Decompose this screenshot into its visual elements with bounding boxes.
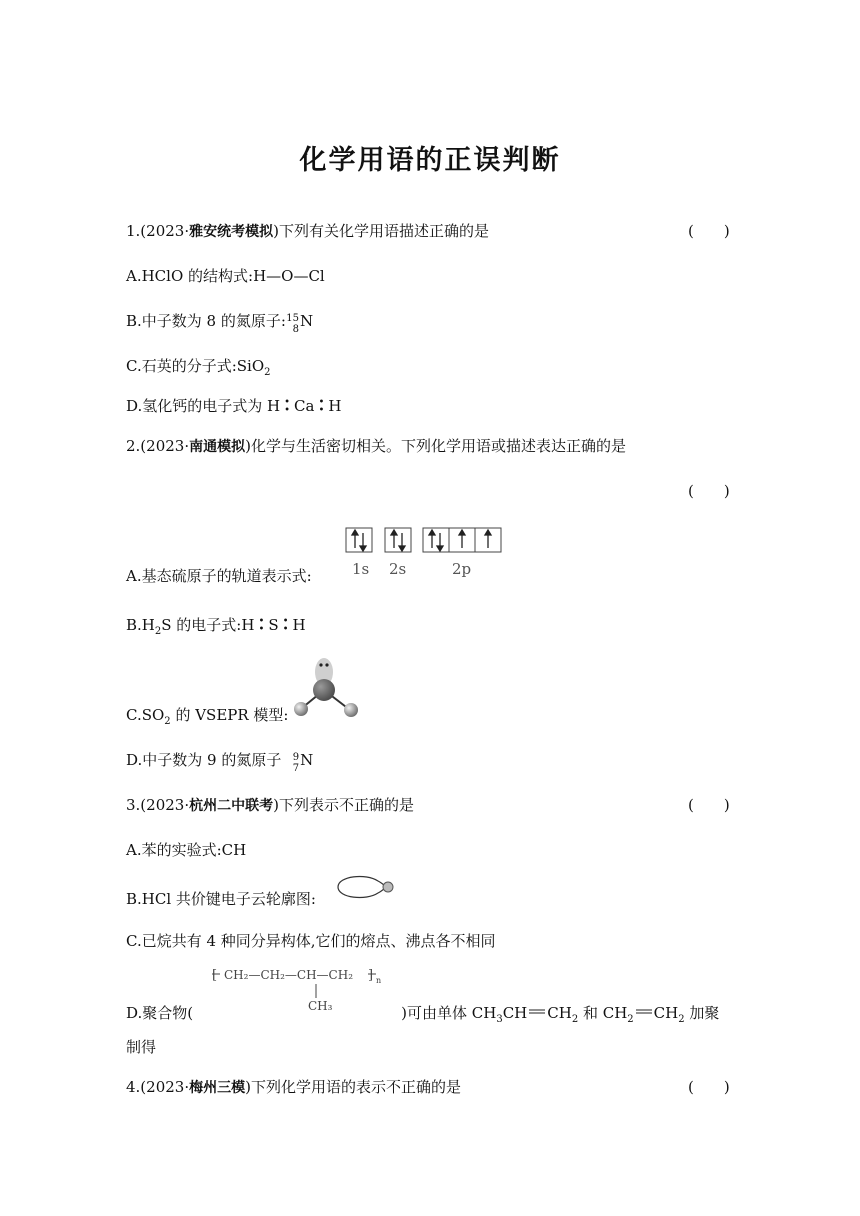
option-text: S 的电子式:H — [161, 616, 255, 634]
element-symbol: N — [299, 312, 314, 330]
question-text: )下列有关化学用语描述正确的是 — [273, 222, 489, 240]
option-text: )可由单体 CH — [401, 1004, 497, 1022]
subscript: 2 — [627, 1014, 634, 1025]
page-title: 化学用语的正误判断 — [299, 145, 561, 176]
answer-bracket: ( ) — [688, 796, 730, 814]
electron-pair-icon: • • — [284, 397, 291, 416]
option-text: D.聚合物( — [126, 1004, 194, 1022]
answer-bracket: ( ) — [688, 482, 730, 500]
subscript: 3 — [496, 1014, 503, 1025]
option-text: D.氢化钙的电子式为 H — [126, 397, 281, 415]
atomic-number: 7 — [292, 763, 300, 774]
question-number: 1.(2023· — [126, 222, 190, 240]
option-text: 的 VSEPR 模型: — [170, 706, 289, 724]
question-4-stem — [126, 1077, 461, 1098]
question-3-stem — [126, 795, 414, 816]
polymer-main-chain: CH₂—CH₂—CH—CH₂ — [224, 968, 354, 982]
orbital-label: 1s — [352, 560, 370, 578]
atomic-number: 8 — [292, 324, 299, 335]
orbital-label: 2s — [389, 560, 407, 578]
mass-number: 9 — [292, 752, 300, 763]
polymer-branch: CH₃ — [308, 999, 333, 1013]
question-2-stem — [126, 436, 626, 457]
nuclide-notation — [286, 750, 300, 774]
q3-option-d-continued: 制得 — [126, 1038, 157, 1056]
answer-bracket: ( ) — [688, 222, 730, 240]
nuclide-notation — [286, 311, 300, 335]
q1-option-d — [126, 396, 341, 416]
q1-option-a: A.HClO 的结构式:H—O—Cl — [126, 267, 325, 285]
double-bond-icon — [634, 1003, 654, 1023]
question-number: 2.(2023· — [126, 437, 190, 455]
option-text: C.石英的分子式:SiO — [126, 357, 265, 375]
option-text: B.中子数为 8 的氮原子: — [126, 312, 286, 330]
subscript: 2 — [164, 716, 171, 727]
question-source: 杭州二中联考 — [189, 798, 274, 814]
subscript: 2 — [571, 1014, 579, 1025]
element-symbol: H — [328, 397, 342, 415]
orbital-label: 2p — [452, 560, 472, 578]
element-symbol: S — [268, 616, 279, 634]
question-text: )化学与生活密切相关。下列化学用语或描述表达正确的是 — [245, 437, 626, 455]
electron-pair-icon: • • — [258, 616, 265, 635]
option-text: 加聚 — [684, 1004, 720, 1022]
polymer-n: n — [376, 976, 382, 985]
question-source: 梅州三模 — [189, 1080, 246, 1096]
q2-option-d — [126, 750, 314, 774]
vsepr-model-image — [290, 652, 370, 724]
q3-option-b: B.HCl 共价键电子云轮廓图: — [126, 890, 316, 908]
option-text: D.中子数为 9 的氮原子 — [126, 751, 287, 769]
question-text: )下列化学用语的表示不正确的是 — [245, 1078, 461, 1096]
electron-cloud-icon — [334, 872, 396, 904]
q2-option-c — [126, 705, 288, 732]
option-text: CH — [653, 1004, 679, 1022]
q1-option-c — [126, 356, 271, 383]
question-source: 雅安统考模拟 — [189, 224, 274, 240]
double-bond-icon — [527, 1003, 547, 1023]
subscript: 2 — [154, 626, 162, 637]
svg-text:]: ] — [368, 968, 374, 983]
q2-option-b — [126, 615, 306, 642]
svg-text:[: [ — [212, 968, 218, 983]
option-text: CH — [547, 1004, 572, 1022]
electron-pair-icon: • • — [318, 397, 325, 416]
option-text: C.SO — [126, 706, 165, 724]
option-text: B.H — [126, 616, 155, 634]
option-text: CH — [502, 1004, 528, 1022]
question-number: 4.(2023· — [126, 1078, 190, 1096]
element-symbol: Ca — [294, 397, 315, 415]
q1-option-b — [126, 311, 314, 335]
option-text: 和 CH — [578, 1004, 628, 1022]
subscript: 2 — [264, 367, 271, 378]
electron-pair-icon: • • — [282, 616, 289, 635]
q3-option-a: A.苯的实验式:CH — [126, 841, 247, 859]
element-symbol: H — [292, 616, 306, 634]
mass-number: 15 — [286, 313, 299, 324]
q3-option-d — [126, 1003, 719, 1030]
orbital-diagram — [340, 524, 520, 582]
question-1-stem — [126, 221, 489, 242]
question-source: 南通模拟 — [189, 439, 246, 455]
question-number: 3.(2023· — [126, 796, 190, 814]
subscript: 2 — [678, 1014, 685, 1025]
question-text: )下列表示不正确的是 — [273, 796, 414, 814]
q2-option-a: A.基态硫原子的轨道表示式: — [126, 567, 312, 585]
answer-bracket: ( ) — [688, 1078, 730, 1096]
element-symbol: N — [300, 751, 314, 769]
q3-option-c: C.已烷共有 4 种同分异构体,它们的熔点、沸点各不相同 — [126, 932, 496, 950]
